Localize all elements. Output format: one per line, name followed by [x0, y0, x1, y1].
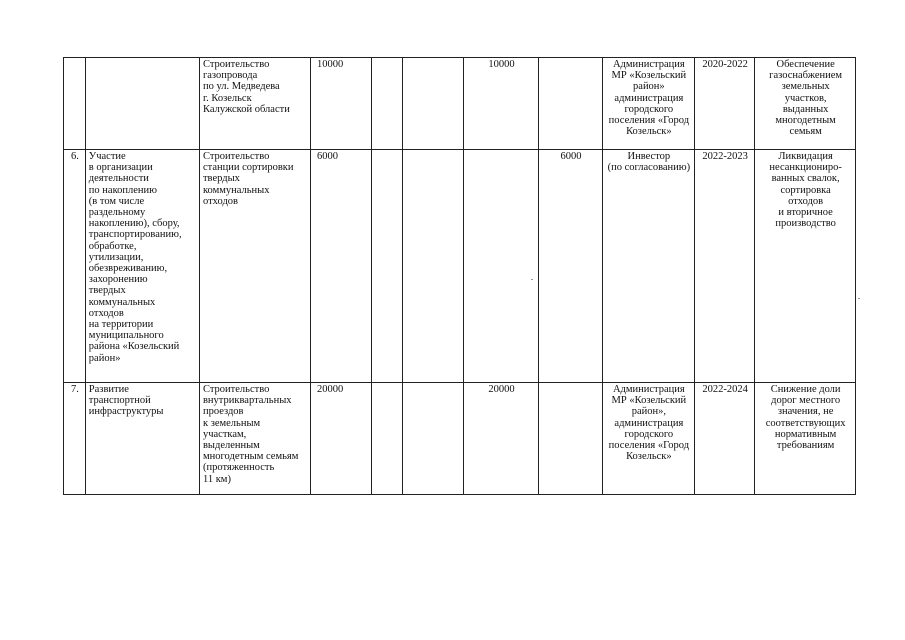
table-row [64, 383, 856, 495]
cell-number: 7. [64, 383, 86, 495]
cell-total-amount: 6000 [311, 150, 372, 383]
table-row [64, 58, 856, 150]
cell-number: 6. [64, 150, 86, 383]
cell-number [64, 58, 86, 150]
cell-expected-result: Обеспечение газоснабжением земельных участков, выданных многодетным семьям [755, 58, 856, 150]
cell-municipal-budget: 10000 [463, 58, 539, 150]
cell-total-amount: 20000 [311, 383, 372, 495]
cell-regional-budget [403, 58, 463, 150]
cell-other-sources [539, 58, 602, 150]
cell-task-name [85, 58, 199, 150]
cell-federal-budget [372, 58, 403, 150]
scan-speck [531, 279, 533, 280]
cell-federal-budget [372, 150, 403, 383]
cell-federal-budget [372, 383, 403, 495]
cell-other-sources [539, 383, 602, 495]
cell-period: 2020-2022 [695, 58, 755, 150]
table-row [64, 150, 856, 383]
cell-measure: Строительство станции сортировки твердых коммунальных отходов [199, 150, 310, 383]
scan-speck [858, 298, 860, 299]
cell-expected-result: Снижение доли дорог местного значения, не соответствующих нормативным требованиям [755, 383, 856, 495]
cell-regional-budget [403, 150, 463, 383]
cell-municipal-budget [463, 150, 539, 383]
cell-executor: Администрация МР «Козельский район», администрация городского поселения «Город Козельск» [602, 383, 694, 495]
cell-task-name: Развитие транспортной инфраструктуры [85, 383, 199, 495]
cell-regional-budget [403, 383, 463, 495]
cell-measure: Строительство внутриквартальных проездов к земельным участкам, выделенным многодетным семьям (протяженность 11 км) [199, 383, 310, 495]
cell-municipal-budget: 20000 [463, 383, 539, 495]
cell-task-name: Участие в организации деятельности по накоплению (в том числе раздельному накоплению), сбору, транспортированию, обработке, утилизации, обезвреживанию, захоронению твердых коммунальных отходов на территории муниципального района «Козельский район» [85, 150, 199, 383]
program-measures-table [63, 57, 856, 495]
cell-executor: Администрация МР «Козельский район» администрация городского поселения «Город Козельск» [602, 58, 694, 150]
cell-executor: Инвестор (по согласованию) [602, 150, 694, 383]
cell-measure: Строительство газопровода по ул. Медведева г. Козельск Калужской области [199, 58, 310, 150]
cell-period: 2022-2023 [695, 150, 755, 383]
cell-expected-result: Ликвидация несанкциониро- ванных свалок, сортировка отходов и вторичное производство [755, 150, 856, 383]
cell-period: 2022-2024 [695, 383, 755, 495]
cell-total-amount: 10000 [311, 58, 372, 150]
cell-other-sources: 6000 [539, 150, 602, 383]
